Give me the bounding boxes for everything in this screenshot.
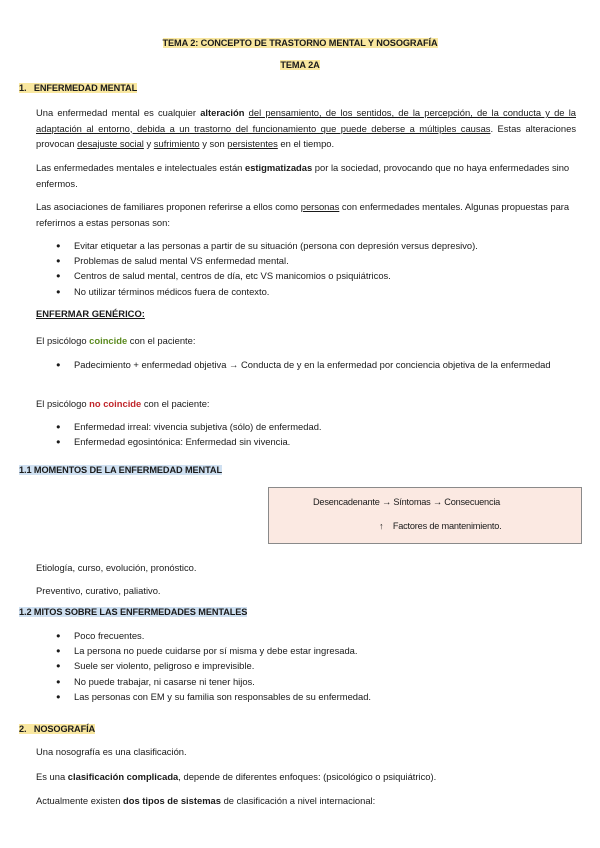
list-item: ● Centros de salud mental, centros de día, etc VS manicomios o psiquiátricos. [56,268,574,283]
s1-paragraph-3: Las asociaciones de familiares proponen referirse a ellos como personas con enfermedades mentales. Algunas propuestas para referirnos a estas personas son: [36,201,570,228]
list-item: ● Evitar etiquetar a las personas a partir de su situación (persona con depresión versus depresivo). [56,238,574,253]
s11-paragraph-2: Preventivo, curativo, paliativo. [36,585,161,596]
section-2-heading: 2. NOSOGRAFÍA [19,724,96,734]
coincide-list [56,357,574,372]
list-item: ● La persona no puede cuidarse por sí misma y debe estar ingresada. [56,643,574,658]
diagram-maintenance-line: ↑ Factores de mantenimiento. [379,521,502,531]
diagram-flow-line: Desencadenante → Síntomas → Consecuencia [313,497,501,507]
list-item: ● Problemas de salud mental VS enfermedad mental. [56,253,574,268]
page-title: TEMA 2: CONCEPTO DE TRASTORNO MENTAL Y NOSOGRAFÍA [162,38,438,48]
list-item: ● Las personas con EM y su familia son responsables de su enfermedad. [56,689,574,704]
list-item: ● Enfermedad egosintónica: Enfermedad sin vivencia. [56,434,574,449]
list-item: ● Poco frecuentes. [56,628,574,643]
momentos-diagram [268,487,582,544]
myths-list [56,628,574,704]
s2-paragraph-1: Una nosografía es una clasificación. [36,746,187,757]
s1-paragraph-1: Una enfermedad mental es cualquier alteración del pensamiento, de los sentidos, de la percepción, de la conducta y de la adaptación al entorno, debida a un trastorno del funcionamiento que puede deberse a múltiples causas. Estas alteraciones provocan desajuste social y sufrimiento y son persistentes en el tiempo. [36,107,577,149]
coincide-line: El psicólogo coincide con el paciente: [36,335,196,346]
enfermar-generico-heading: ENFERMAR GENÉRICO: [36,308,145,319]
arrow-up-icon: ↑ [379,521,384,531]
s1-proposals-list [56,238,574,299]
list-item: ● Suele ser violento, peligroso e imprevisible. [56,658,574,673]
section-1-heading: 1. ENFERMEDAD MENTAL [19,83,138,93]
no-coincide-line: El psicólogo no coincide con el paciente: [36,398,210,409]
page-subtitle: TEMA 2A [280,60,320,70]
s11-paragraph-1: Etiología, curso, evolución, pronóstico. [36,562,197,573]
no-coincide-list [56,419,574,449]
list-item: ● Enfermedad irreal: vivencia subjetiva (sólo) de enfermedad. [56,419,574,434]
section-1-1-heading: 1.1 MOMENTOS DE LA ENFERMEDAD MENTAL [19,465,222,475]
section-1-2-heading: 1.2 MITOS SOBRE LAS ENFERMEDADES MENTALES [19,607,248,617]
list-item: ● No puede trabajar, ni casarse ni tener hijos. [56,674,574,689]
list-item: ● No utilizar términos médicos fuera de contexto. [56,284,574,299]
list-item: ● Padecimiento + enfermedad objetiva → Conducta de y en la enfermedad por conciencia objetiva de la enfermedad [56,357,574,372]
s2-paragraph-3: Actualmente existen dos tipos de sistemas de clasificación a nivel internacional: [36,795,376,806]
s2-paragraph-2: Es una clasificación complicada, depende de diferentes enfoques: (psicológico o psiquiátrico). [36,771,437,782]
s1-paragraph-2: Las enfermedades mentales e intelectuales están estigmatizadas por la sociedad, provocando que no haya enfermedades sino enfermos. [36,162,570,189]
